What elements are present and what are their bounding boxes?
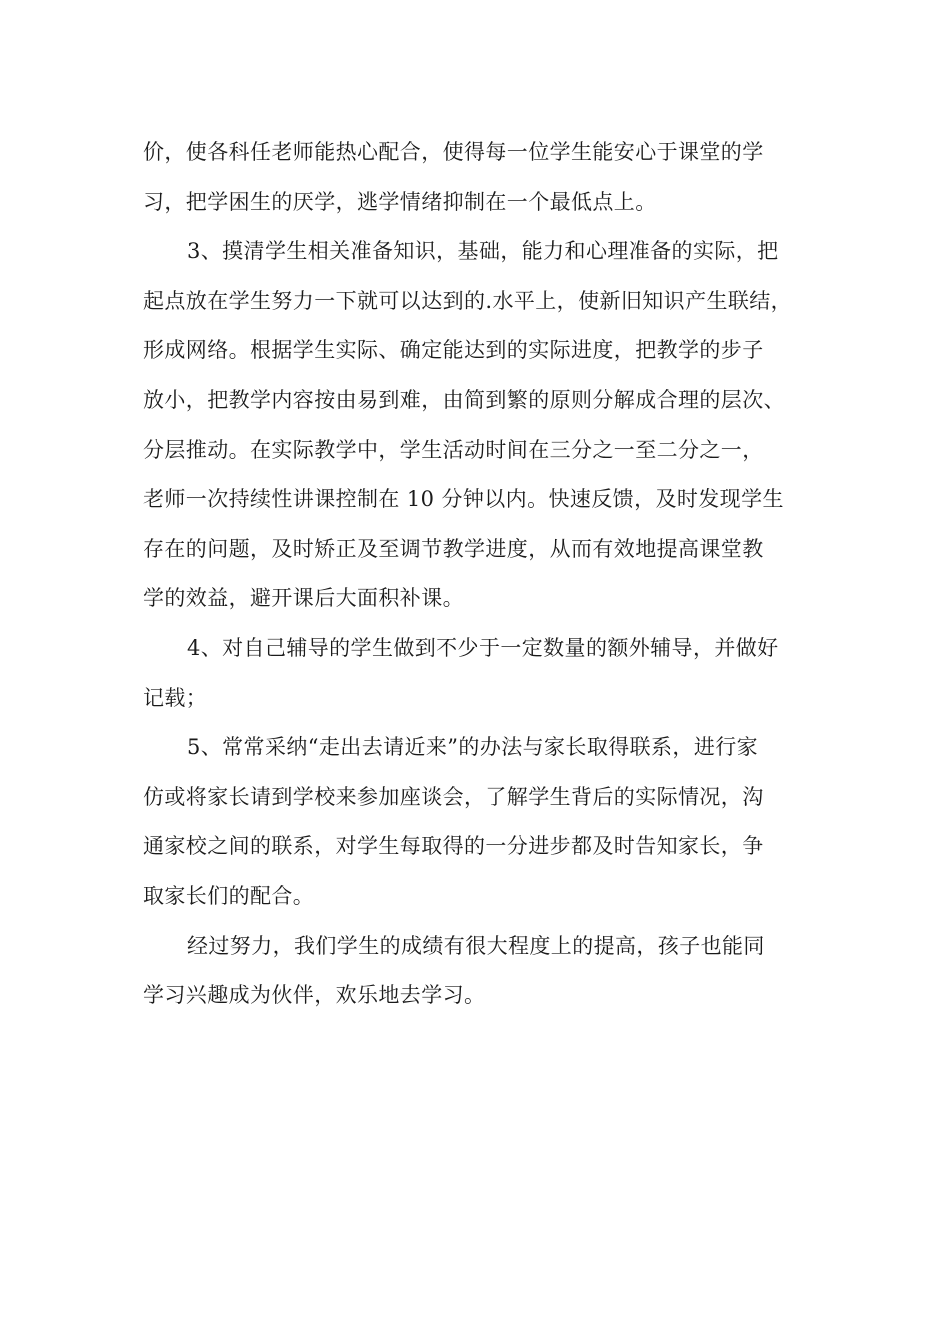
text-line: 5、常常采纳“走出去请近来”的办法与家长取得联系，进行家 bbox=[187, 735, 759, 760]
text-line: 取家长们的配合。 bbox=[143, 883, 315, 908]
text-line: 3、摸清学生相关准备知识，基础，能力和心理准备的实际，把 bbox=[187, 239, 779, 264]
text-line: 起点放在学生努力一下就可以达到的.水平上，使新旧知识产生联结， bbox=[143, 288, 793, 313]
text-line: 习，把学困生的厌学，逃学情绪抑制在一个最低点上。 bbox=[143, 189, 657, 214]
document-body bbox=[143, 128, 813, 1021]
text-line: 老师一次持续性讲课控制在 10 分钟以内。快速反馈，及时发现学生 bbox=[143, 487, 784, 512]
text-line: 通家校之间的联系，对学生每取得的一分进步都及时告知家长，争 bbox=[143, 834, 764, 859]
text-line: 学习兴趣成为伙伴，欢乐地去学习。 bbox=[143, 983, 486, 1008]
text-line: 存在的问题，及时矫正及至调节教学进度，从而有效地提高课堂教 bbox=[143, 536, 764, 561]
text-line: 学的效益，避开课后大面积补课。 bbox=[143, 586, 464, 611]
text-line: 价，使各科任老师能热心配合，使得每一位学生能安心于课堂的学 bbox=[143, 140, 764, 164]
text-line: 4、对自己辅导的学生做到不少于一定数量的额外辅导，并做好 bbox=[187, 635, 779, 660]
text-line: 放小，把教学内容按由易到难，由简到繁的原则分解成合理的层次、 bbox=[143, 387, 785, 412]
text-line: 分层推动。在实际教学中，学生活动时间在三分之一至二分之一， bbox=[143, 437, 764, 462]
text-line: 仿或将家长请到学校来参加座谈会，了解学生背后的实际情况，沟 bbox=[143, 784, 764, 809]
text-line: 经过努力，我们学生的成绩有很大程度上的提高，孩子也能同 bbox=[187, 933, 765, 958]
text-line: 记载； bbox=[143, 685, 208, 710]
text-line: 形成网络。根据学生实际、确定能达到的实际进度，把教学的步子 bbox=[143, 338, 764, 363]
